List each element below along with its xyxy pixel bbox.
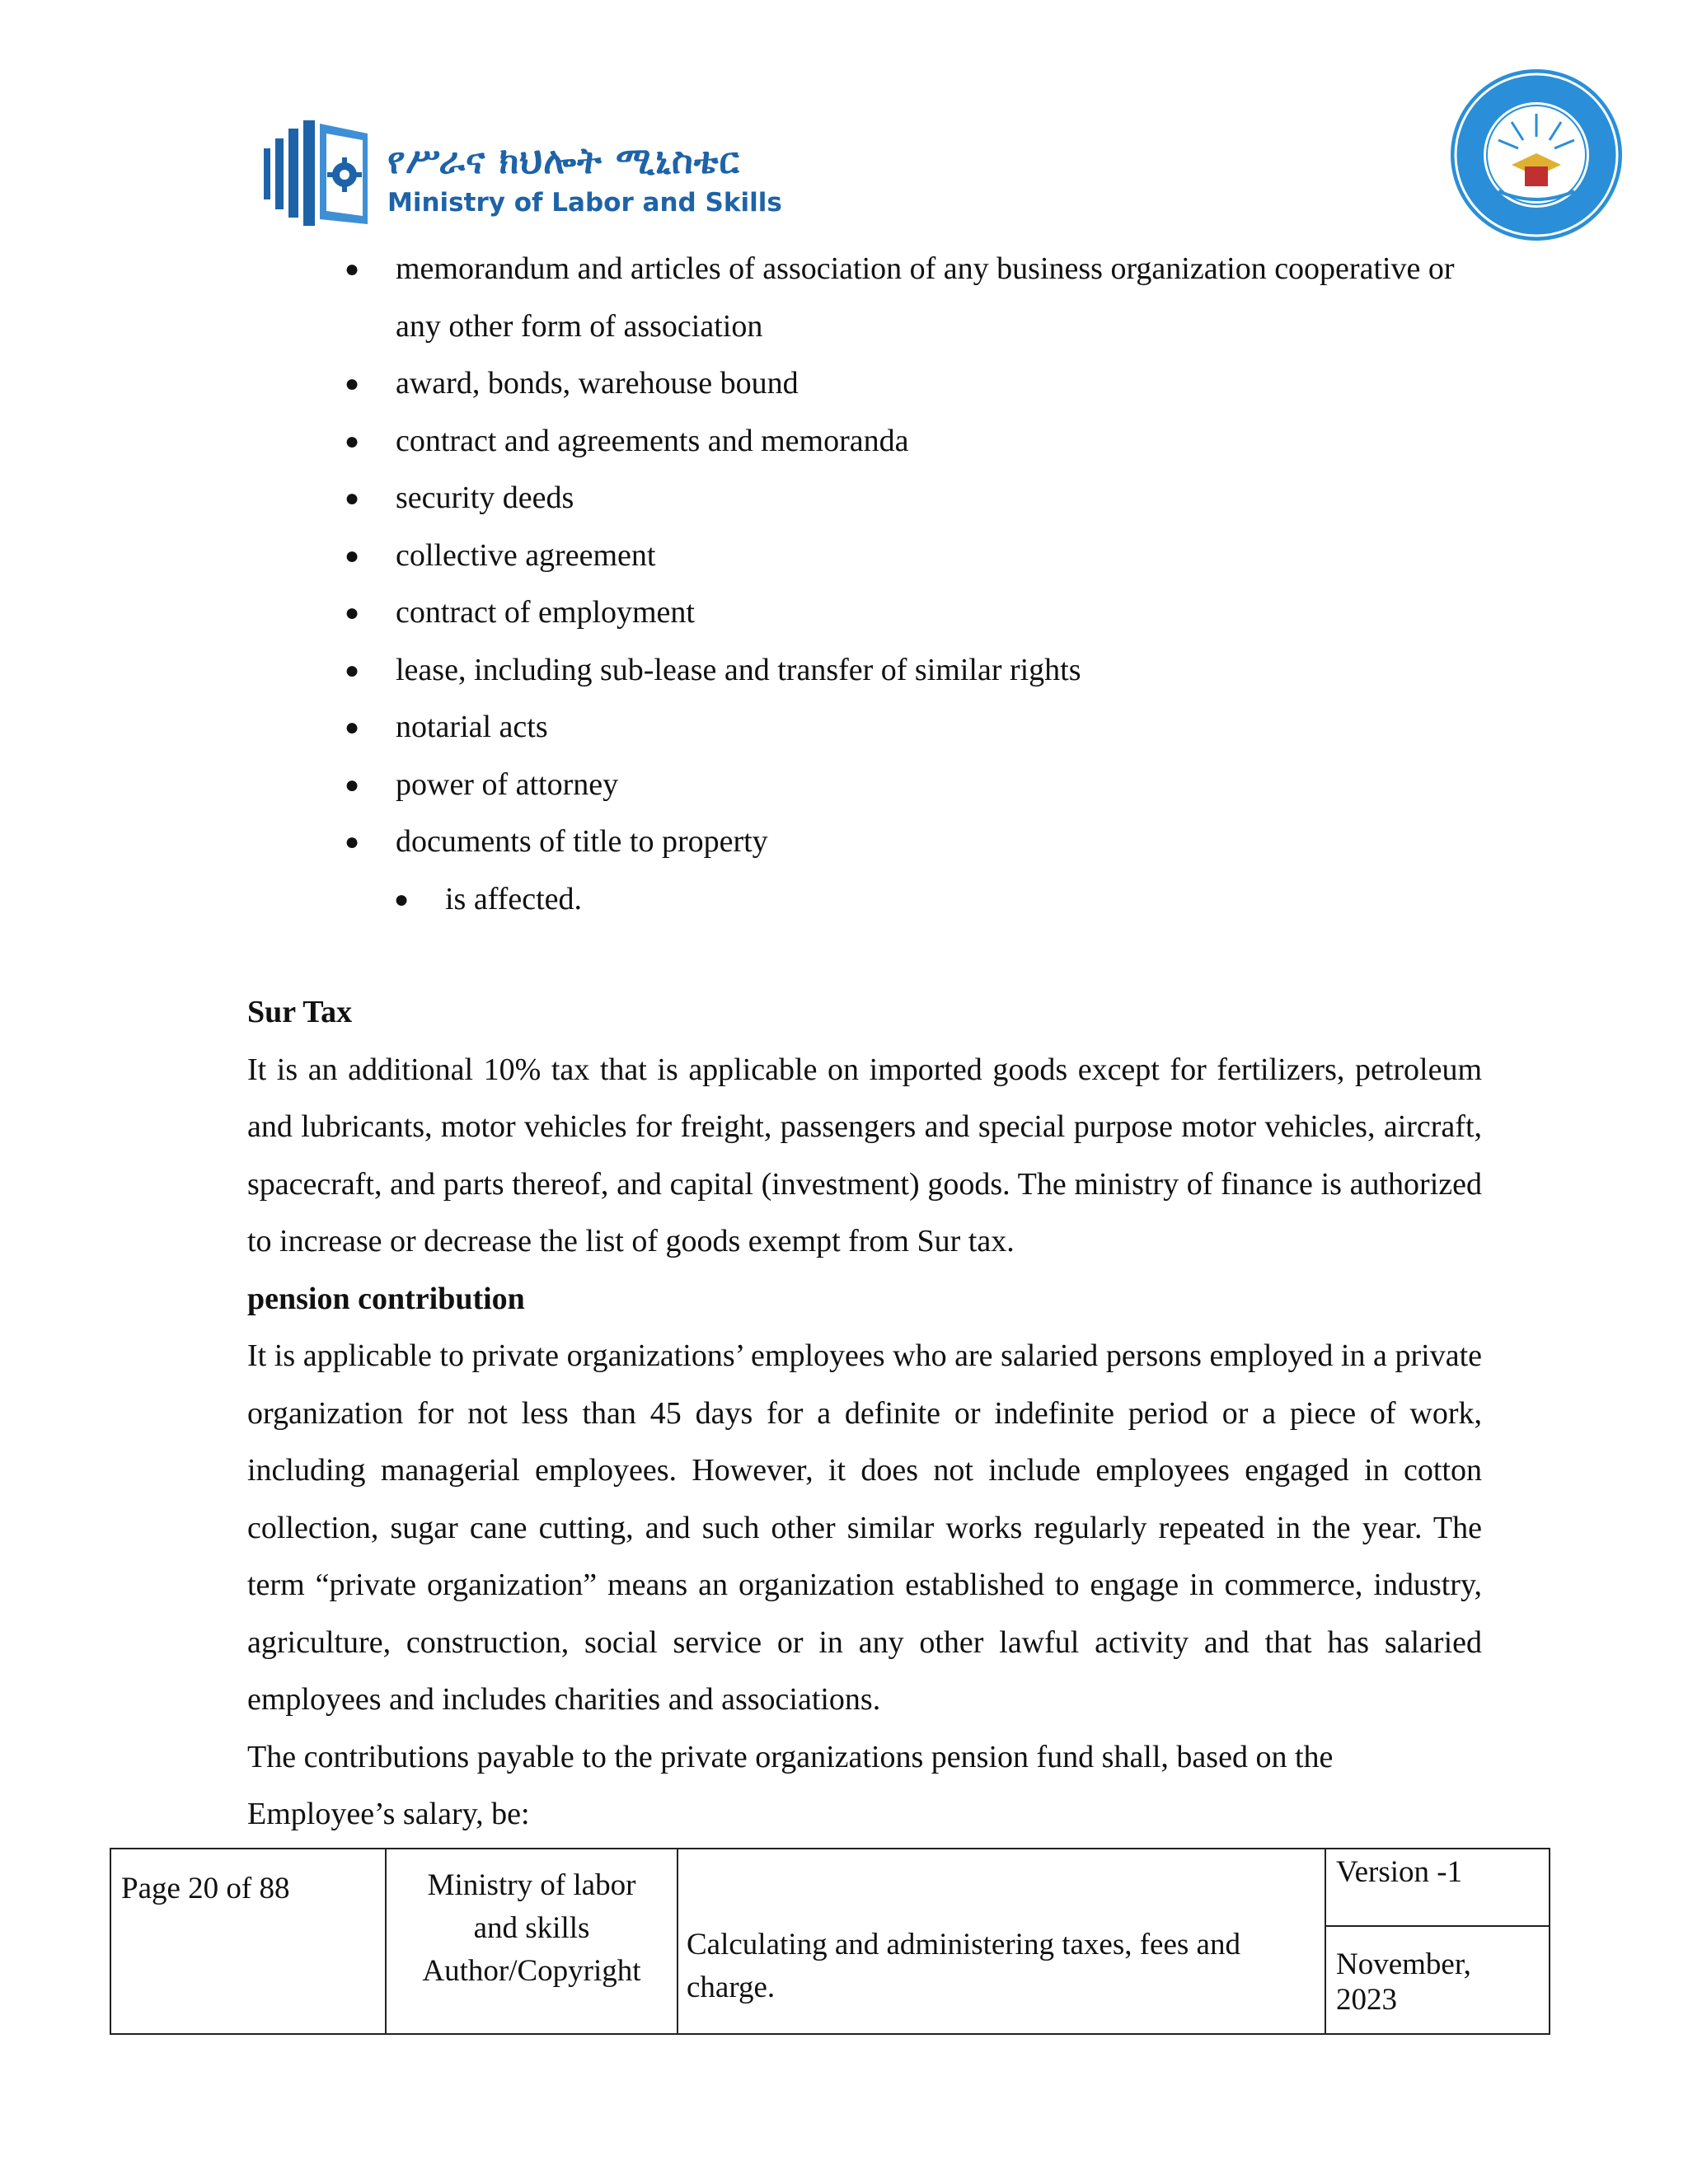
footer-author	[386, 1849, 678, 2034]
bullet-icon: ●	[345, 255, 360, 283]
list-item-text: collective agreement	[396, 537, 656, 573]
bullet-icon: ●	[345, 485, 360, 512]
bullet-icon: ●	[345, 427, 360, 455]
list-item-text: documents of title to property	[396, 824, 768, 859]
list-item	[247, 527, 1482, 585]
list-item-text: memorandum and articles of association of any business organization cooperative or any other form of association	[396, 251, 1455, 344]
footer-title: Calculating and administering taxes, fees and charge.	[678, 1849, 1325, 2034]
footer-version: Version -1	[1325, 1849, 1550, 1926]
bullet-icon: ●	[394, 885, 410, 913]
ministry-logo	[262, 115, 782, 231]
footer-page-number: Page 20 of 88	[110, 1849, 386, 2034]
footer-date: November, 2023	[1325, 1926, 1550, 2034]
sur-tax-paragraph: It is an additional 10% tax that is applicable on imported goods except for fertilizers, petroleum and lubricants, motor vehicles for freight, passengers and special purpose motor vehicles, aircraft, spacecraft, and parts thereof, and capital (investment) goods. The ministry of finance is authorized to increase or decrease the list of goods exempt from Sur tax.	[247, 1052, 1482, 1258]
ministry-name-english: Ministry of Labor and Skills	[387, 188, 782, 218]
list-item-text: contract and agreements and memoranda	[396, 423, 909, 458]
bullet-icon: ●	[345, 541, 360, 569]
footer-table	[110, 1848, 1550, 2035]
pension-contribution-line: The contributions payable to the private organizations pension fund shall, based on the	[247, 1739, 1334, 1774]
pension-heading: pension contribution	[247, 1281, 525, 1316]
ministry-name-amharic: የሥራና ክህሎት ሚኒስቴር	[387, 140, 740, 182]
list-item	[247, 241, 1482, 355]
page-content	[247, 241, 1482, 1844]
list-item	[247, 642, 1482, 700]
list-item	[247, 355, 1482, 413]
sub-list-item-text: is affected.	[445, 881, 582, 916]
list-item-text: notarial acts	[396, 710, 548, 744]
footer-author-line: Ministry of labor	[427, 1868, 636, 1902]
bullet-icon: ●	[345, 656, 360, 684]
list-item	[247, 413, 1482, 471]
list-item-text: lease, including sub-lease and transfer of similar rights	[396, 652, 1081, 687]
footer-author-line: Author/Copyright	[422, 1954, 641, 1988]
pension-contribution-line: Employee’s salary, be:	[247, 1797, 530, 1831]
footer-author-line: and skills	[473, 1911, 590, 1945]
list-item	[247, 699, 1482, 757]
list-item-text: award, bonds, warehouse bound	[396, 366, 799, 401]
list-item-text: contract of employment	[396, 595, 695, 630]
list-item	[247, 757, 1482, 814]
sub-list-item	[247, 871, 1482, 929]
list-item	[247, 813, 1482, 871]
bullet-icon: ●	[345, 370, 360, 397]
ministry-logo-icon	[262, 115, 377, 231]
sur-tax-heading: Sur Tax	[247, 995, 353, 1029]
list-item	[247, 470, 1482, 527]
bullet-icon: ●	[345, 599, 360, 626]
bullet-icon: ●	[345, 828, 360, 855]
list-item-text: power of attorney	[396, 766, 619, 802]
bullet-icon: ●	[345, 714, 360, 741]
university-seal-icon	[1449, 68, 1624, 242]
list-item	[247, 584, 1482, 642]
pension-paragraph: It is applicable to private organizations’ employees who are salaried persons employed in a private organization for not less than 45 days for a definite or indefinite period or a piece of work, including managerial employees. However, it does not include employees engaged in cotton collection, sugar cane cutting, and such other similar works regularly repeated in the year. The term “private organization” means an organization established to engage in commerce, industry, agriculture, construction, social service or in any other lawful activity and that has salaried employees and includes charities and associations.	[247, 1338, 1482, 1717]
bullet-icon: ●	[345, 771, 360, 799]
spacer	[247, 928, 1482, 984]
document-list	[247, 241, 1482, 928]
list-item-text: security deeds	[396, 480, 574, 515]
